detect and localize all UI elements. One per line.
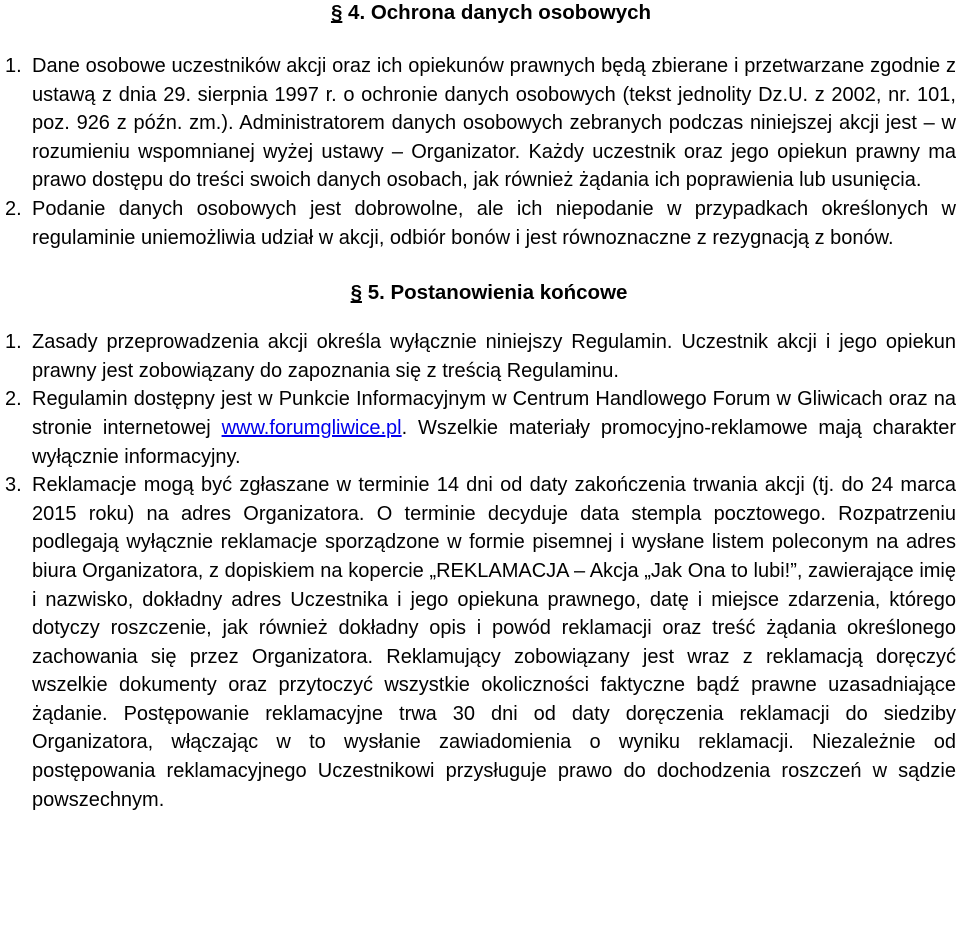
section-symbol: § xyxy=(350,281,362,305)
section-4-title: 4. Ochrona danych osobowych xyxy=(348,1,652,24)
item-number: 2. xyxy=(5,388,22,411)
item-text: Reklamacje mogą być zgłaszane w terminie 14 dni od daty zakończenia trwania akcji (tj. do 24 marca 2015 roku) na adres Organizatora. O terminie decyduje data stempla pocztowego. Rozpatrzeniu podlegają wyłącznie reklamacje sporządzone w formie pisemnej i wysłane listem poleconym na adres biura Organizatora, z dopiskiem na kopercie „REKLAMACJA – Akcja „Jak Ona to lubi!”, zawierające imię i nazwisko, dokładny adres Uczestnika i jego opiekuna prawnego, datę i miejsce zdarzenia, którego dotyczy roszczenie, jak również dokładny opis i powód reklamacji oraz treść żądania określonego zachowania się przez Organizatora. Reklamujący zobowiązany jest wraz z reklamacją doręczyć wszelkie dokumenty oraz przytoczyć wszystkie okoliczności faktyczne bądź prawne uzasadniające żądanie. Postępowanie reklamacyjne trwa 30 dni od daty doręczenia reklamacji do siedziby Organizatora, włączając w to wysłanie zawiadomienia o wyniku reklamacji. Niezależnie od postępowania reklamacyjnego Uczestnikowi przysługuje prawo do dochodzenia roszczeń w sądzie powszechnym. xyxy=(32,474,956,811)
item-number: 2. xyxy=(5,197,22,220)
item-number: 3. xyxy=(5,474,22,497)
item-text: Podanie danych osobowych jest dobrowolne, ale ich niepodanie w przypadkach określonych w regulaminie uniemożliwia udział w akcji, odbiór bonów i jest równoznaczne z rezygnacją z bonów. xyxy=(32,197,956,249)
section-5-title: 5. Postanowienia końcowe xyxy=(367,281,628,305)
section-5-item-3 xyxy=(5,471,956,814)
section-5-item-1 xyxy=(5,328,956,385)
section-4-item-2 xyxy=(5,195,956,252)
item-text: Zasady przeprowadzenia akcji określa wyłącznie niniejszy Regulamin. Uczestnik akcji i jego opiekun prawny jest zobowiązany do zapoznania się z treścią Regulaminu. xyxy=(32,331,956,382)
website-link[interactable]: www.forumgliwice.pl xyxy=(221,416,402,439)
item-text: Dane osobowe uczestników akcji oraz ich opiekunów prawnych będą zbierane i przetwarzane zgodnie z ustawą z dnia 29. sierpnia 1997 r. o ochronie danych osobowych (tekst jednolity Dz.U. z 2002, nr. 101, poz. 926 z późn. zm.). Administratorem danych osobowych zebranych podczas niniejszej akcji jest – w rozumieniu wspomnianej wyżej ustawy – Organizator. Każdy uczestnik oraz jego opiekun prawny ma prawo dostępu do treści swoich danych osobach, jak również żądania ich poprawienia lub usunięcia. xyxy=(32,55,956,192)
section-4-heading xyxy=(26,0,956,25)
item-text-after-link: . Wszelkie materiały promocyjno-reklamowe mają charakter wyłącznie informacyjny. xyxy=(32,416,956,468)
item-text-before-link: Regulamin dostępny jest w Punkcie Informacyjnym w Centrum Handlowego Forum w Gliwicach oraz na stronie internetowej xyxy=(32,388,956,439)
section-5-item-2 xyxy=(5,385,956,471)
section-4-item-1 xyxy=(5,52,956,195)
item-number: 1. xyxy=(5,55,22,77)
item-number: 1. xyxy=(5,331,22,354)
section-5-heading xyxy=(22,281,956,305)
section-symbol: § xyxy=(330,1,343,24)
